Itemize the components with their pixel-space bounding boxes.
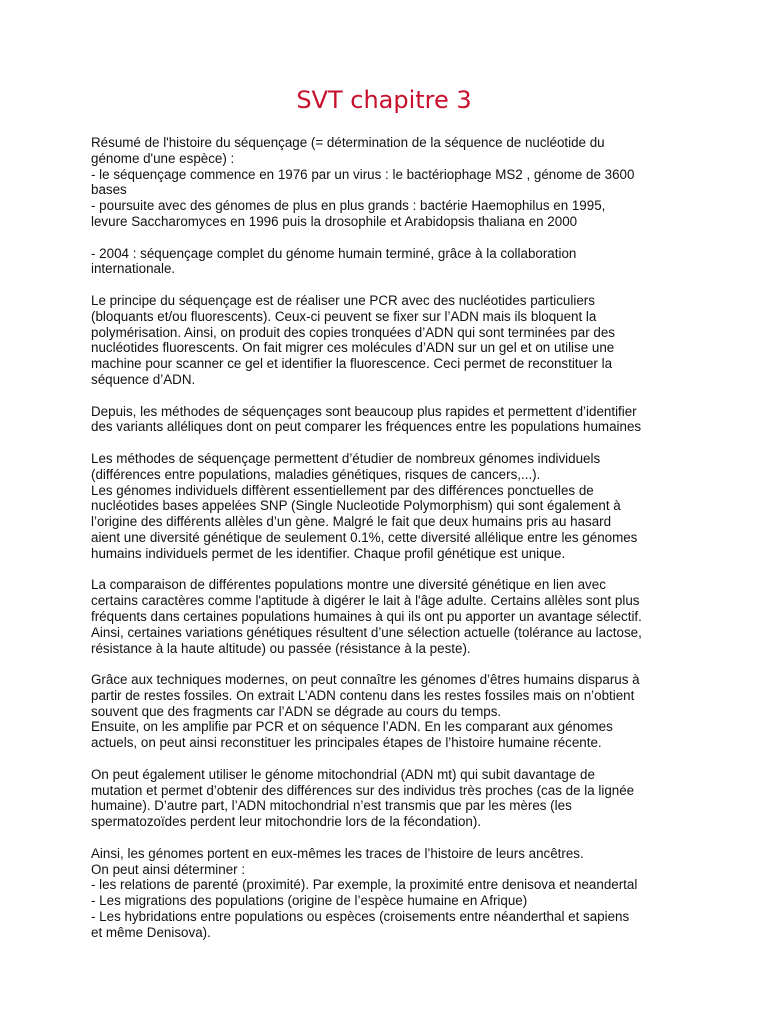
text-line: levure Saccharomyces en 1996 puis la drosophile et Arabidopsis thaliana en 2000 [91,213,578,229]
document-title: SVT chapitre 3 [296,86,472,114]
document-body [91,135,681,956]
text-line: Résumé de l'histoire du séquençage (= détermination de la séquence de nucléotide du [91,135,605,150]
text-line: partir de restes fossiles. On extrait L’ADN contenu dans les restes fossiles mais on n’obtient [91,687,635,703]
text-line: et même Denisova). [91,924,211,940]
text-line: polymérisation. Ainsi, on produit des copies tronquées d’ADN qui sont terminées par des [91,324,616,340]
paragraph-human-genome-2004 [91,246,681,278]
text-line: (différences entre populations, maladies génétiques, risques de cancers,...). [91,466,541,482]
text-line: Ainsi, certaines variations génétiques résultent d’une sélection actuelle (tolérance au lactose, [91,624,642,640]
text-line: des variants alléliques dont on peut comparer les fréquences entre les populations humaines [91,419,642,435]
text-line: spermatozoïdes perdent leur mitochondrie lors de la fécondation). [91,814,482,830]
text-line: actuels, on peut ainsi reconstituer les principales étapes de l’histoire humaine récente. [91,735,602,751]
text-line: internationale. [91,261,176,277]
text-line: mutation et permet d’obtenir des différences sur des individus très proches (cas de la lignée [91,782,635,798]
text-line: l’origine des différents allèles d’un gène. Malgré le fait que deux humains pris au hasard [91,514,612,530]
text-line: nucléotides fluorescents. On fait migrer ces molécules d’ADN sur un gel et on utilise une [91,340,615,356]
paragraph-fossil-dna [91,672,681,751]
text-line: aient une diversité génétique de seulement 0.1%, cette diversité allélique entre les génomes [91,529,638,545]
text-line: résistance à la haute altitude) ou passée (résistance à la peste). [91,640,471,656]
text-line: (bloquants et/ou fluorescents). Ceux-ci peuvent se fixer sur l’ADN mais ils bloquent la [91,308,597,324]
text-line: Ainsi, les génomes portent en eux-mêmes les traces de l’histoire de leurs ancêtres. [91,845,584,861]
text-line: fréquents dans certaines populations humaines à qui ils ont pu apporter un avantage sélectif. [91,608,642,624]
paragraph-conclusion [91,846,681,941]
text-line: On peut ainsi déterminer : [91,861,246,877]
text-line: On peut également utiliser le génome mitochondrial (ADN mt) qui subit davantage de [91,766,595,782]
text-line: souvent que des fragments car l’ADN se dégrade au cours du temps. [91,703,502,719]
text-line: humaine). D’autre part, l’ADN mitochondrial n’est transmis que par les mères (les [91,798,572,814]
paragraph-population-comparison [91,577,681,656]
text-line: machine pour scanner ce gel et identifier la fluorescence. Ceci permet de reconstituer la [91,356,613,372]
text-line: Ensuite, on les amplifie par PCR et on séquence l’ADN. En les comparant aux génomes [91,719,613,735]
text-line: séquence d’ADN. [91,371,196,387]
text-line: Les génomes individuels diffèrent essentiellement par des différences ponctuelles de [91,482,594,498]
text-line: - Les migrations des populations (origine de l’espèce humaine en Afrique) [91,893,528,909]
text-line: génome d'une espèce) : [91,150,235,166]
text-line: Depuis, les méthodes de séquençages sont beaucoup plus rapides et permettent d’identifier [91,403,637,419]
paragraph-sequencing-history [91,135,681,230]
text-line: Les méthodes de séquençage permettent d’étudier de nombreux génomes individuels [91,450,601,466]
text-line: - poursuite avec des génomes de plus en plus grands : bactérie Haemophilus en 1995, [91,198,606,214]
text-line: bases [91,182,127,198]
text-line: La comparaison de différentes populations montre une diversité génétique en lien avec [91,577,606,593]
paragraph-modern-methods [91,404,681,436]
text-line: Le principe du séquençage est de réaliser une PCR avec des nucléotides particuliers [91,292,595,308]
text-line: - Les hybridations entre populations ou espèces (croisements entre néanderthal et sapiens [91,909,630,925]
paragraph-sequencing-principle [91,293,681,388]
text-line: nucléotides bases appelées SNP (Single Nucleotide Polymorphism) qui sont également à [91,498,621,514]
text-line: - les relations de parenté (proximité). Par exemple, la proximité entre denisova et neandertal [91,877,638,893]
paragraph-individual-genomes [91,451,681,562]
text-line: humains individuels permet de les identifier. Chaque profil génétique est unique. [91,545,566,561]
text-line: - 2004 : séquençage complet du génome humain terminé, grâce à la collaboration [91,245,577,261]
paragraph-mitochondrial-dna [91,767,681,830]
text-line: Grâce aux techniques modernes, on peut connaître les génomes d’êtres humains disparus à [91,672,640,688]
text-line: certains caractères comme l'aptitude à digérer le lait à l'âge adulte. Certains allèles sont plus [91,593,640,609]
text-line: - le séquençage commence en 1976 par un virus : le bactériophage MS2 , génome de 3600 [91,166,635,182]
